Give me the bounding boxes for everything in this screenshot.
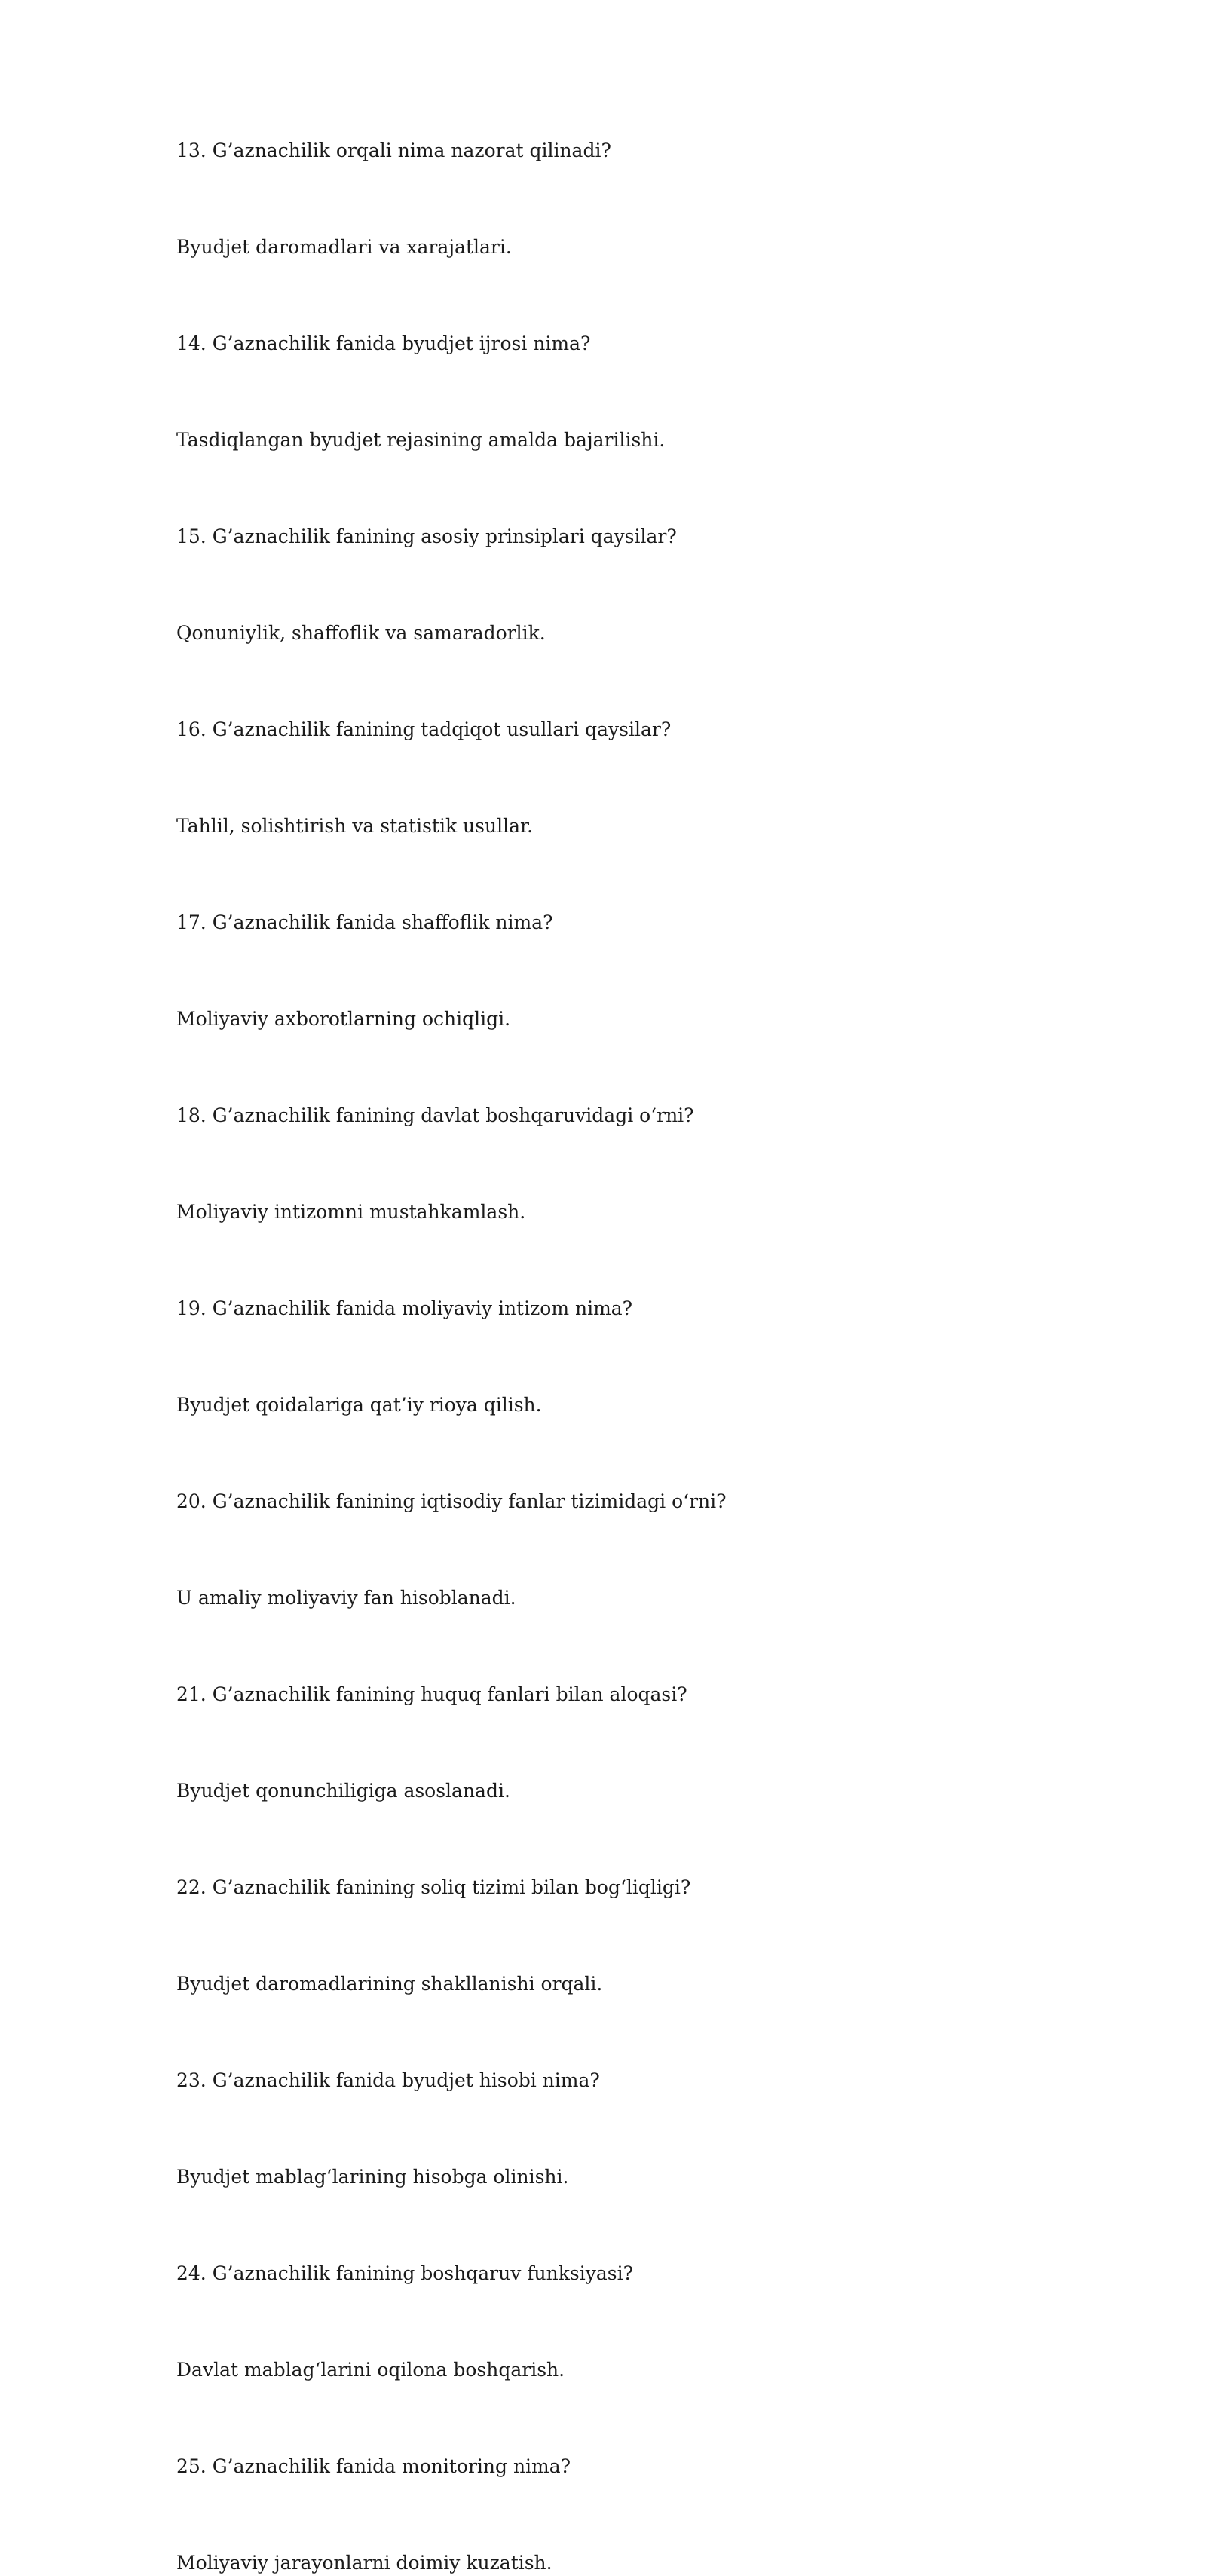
- question-21: 21. G’aznachilik fanining huquq fanlari bilan aloqasi?: [176, 1683, 687, 1705]
- answer-20: U amaliy moliyaviy fan hisoblanadi.: [176, 1587, 516, 1609]
- answer-13: Byudjet daromadlari va xarajatlari.: [176, 236, 512, 258]
- qa-list: [176, 138, 1081, 2576]
- answer-21: Byudjet qonunchiligiga asoslanadi.: [176, 1780, 510, 1802]
- answer-23: Byudjet mablag‘larining hisobga olinishi.: [176, 2166, 569, 2188]
- answer-14: Tasdiqlangan byudjet rejasining amalda bajarilishi.: [176, 429, 666, 451]
- question-23: 23. G’aznachilik fanida byudjet hisobi nima?: [176, 2069, 600, 2091]
- question-25: 25. G’aznachilik fanida monitoring nima?: [176, 2455, 571, 2477]
- question-17: 17. G’aznachilik fanida shaffoflik nima?: [176, 911, 553, 933]
- question-20: 20. G’aznachilik fanining iqtisodiy fanlar tizimidagi o‘rni?: [176, 1490, 727, 1512]
- question-13: 13. G’aznachilik orqali nima nazorat qilinadi?: [176, 139, 611, 161]
- question-24: 24. G’aznachilik fanining boshqaruv funksiyasi?: [176, 2262, 633, 2284]
- answer-24: Davlat mablag‘larini oqilona boshqarish.: [176, 2359, 565, 2381]
- question-18: 18. G’aznachilik fanining davlat boshqaruvidagi o‘rni?: [176, 1104, 694, 1126]
- question-16: 16. G’aznachilik fanining tadqiqot usullari qaysilar?: [176, 718, 672, 740]
- answer-18: Moliyaviy intizomni mustahkamlash.: [176, 1201, 526, 1223]
- answer-15: Qonuniylik, shaffoflik va samaradorlik.: [176, 622, 546, 644]
- question-15: 15. G’aznachilik fanining asosiy prinsiplari qaysilar?: [176, 525, 677, 547]
- question-19: 19. G’aznachilik fanida moliyaviy intizom nima?: [176, 1297, 633, 1319]
- answer-19: Byudjet qoidalariga qat’iy rioya qilish.: [176, 1394, 542, 1416]
- answer-16: Tahlil, solishtirish va statistik usullar.: [176, 815, 534, 837]
- answer-22: Byudjet daromadlarining shakllanishi orqali.: [176, 1973, 603, 1995]
- answer-25: Moliyaviy jarayonlarni doimiy kuzatish.: [176, 2552, 552, 2574]
- question-14: 14. G’aznachilik fanida byudjet ijrosi nima?: [176, 332, 591, 354]
- answer-17: Moliyaviy axborotlarning ochiqligi.: [176, 1008, 511, 1030]
- question-22: 22. G’aznachilik fanining soliq tizimi bilan bog‘liqligi?: [176, 1876, 691, 1898]
